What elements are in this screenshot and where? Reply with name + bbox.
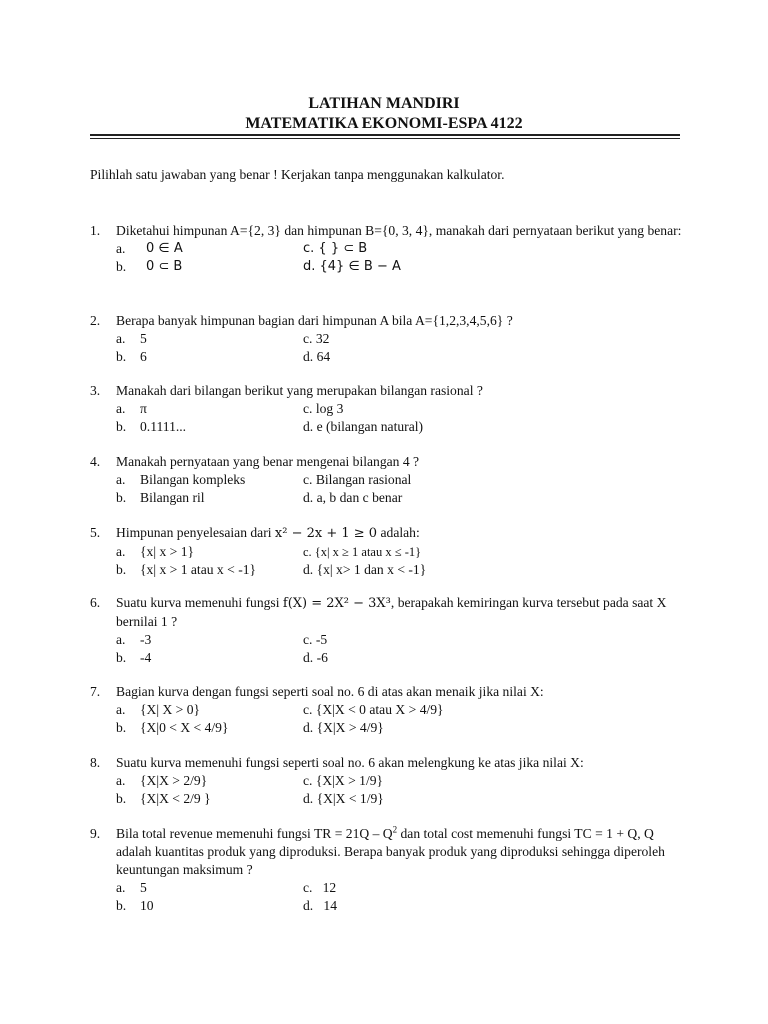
option-a: 5	[140, 331, 147, 346]
option-c: c. {X|X < 0 atau X > 4/9}	[303, 702, 444, 717]
question-text: Manakah pernyataan yang benar mengenai bilangan 4 ?	[116, 454, 420, 469]
question-text	[116, 825, 685, 879]
option-c: c. { } ⊂ B	[303, 241, 368, 256]
question-text-a: Bila total revenue memenuhi fungsi TR = 21Q – Q	[116, 826, 393, 841]
document-title-line1: LATIHAN MANDIRI	[308, 95, 460, 112]
question-number: 9.	[90, 826, 101, 841]
option-c: c. -5	[303, 632, 328, 647]
question-text-post: adalah:	[377, 525, 420, 540]
option-c: c. 32	[303, 331, 330, 346]
option-b: 10	[140, 898, 154, 913]
question-text: Bagian kurva dengan fungsi seperti soal no. 6 di atas akan menaik jika nilai X:	[116, 684, 544, 699]
options	[116, 701, 685, 737]
options	[116, 330, 685, 366]
option-label-a: a.	[116, 331, 126, 346]
options	[116, 471, 685, 507]
option-label-a: a.	[116, 401, 126, 416]
option-b: {x| x > 1 atau x < -1}	[140, 562, 257, 577]
question-number: 6.	[90, 595, 101, 610]
inequality-expression: x² − 2x + 1 ≥ 0	[274, 526, 378, 541]
option-b: {X|0 < X < 4/9}	[140, 720, 229, 735]
option-a: 5	[140, 880, 147, 895]
question-text	[116, 594, 685, 631]
option-label-a: a.	[116, 241, 126, 256]
option-d: d. -6	[303, 650, 328, 665]
option-a: Bilangan kompleks	[140, 472, 246, 487]
option-d: d. {X|X > 4/9}	[303, 720, 384, 735]
option-label-b: b.	[116, 419, 127, 434]
options	[116, 543, 685, 579]
question-text: Berapa banyak himpunan bagian dari himpunan A bila A={1,2,3,4,5,6} ?	[116, 313, 513, 328]
option-b: {X|X < 2/9 }	[140, 791, 211, 806]
option-a: {X| X > 0}	[140, 702, 201, 717]
question-2	[90, 312, 685, 366]
options	[116, 879, 685, 915]
option-label-b: b.	[116, 898, 127, 913]
option-d: d. {x| x> 1 dan x < -1}	[303, 562, 427, 577]
option-c: c. {X|X > 1/9}	[303, 773, 384, 788]
option-d: d. e (bilangan natural)	[303, 419, 424, 434]
question-text-b: dan total cost memenuhi fungsi TC = 1 + Q, Q adalah kuantitas produk yang diproduksi. Berapa banyak produk yang diproduksi sehingga diperoleh keuntungan maksimum ?	[116, 826, 665, 877]
question-text	[116, 524, 685, 543]
option-a: -3	[140, 632, 152, 647]
instruction-text: Pilihlah satu jawaban yang benar ! Kerjakan tanpa menggunakan kalkulator.	[90, 167, 505, 182]
option-b: -4	[140, 650, 152, 665]
option-b: 0 ⊂ B	[146, 259, 183, 274]
question-4	[90, 453, 685, 507]
question-7	[90, 683, 685, 737]
question-6	[90, 594, 685, 667]
question-text-post: , berapakah kemiringan kurva tersebut pada saat X bernilai 1 ?	[116, 595, 667, 629]
question-text-pre: Suatu kurva memenuhi fungsi	[116, 595, 283, 610]
option-label-b: b.	[116, 349, 127, 364]
option-label-a: a.	[116, 880, 126, 895]
question-number: 4.	[90, 454, 101, 469]
options	[116, 772, 685, 808]
option-c: c. 12	[303, 880, 337, 895]
function-expression: f(X) = 2X² − 3X³	[282, 596, 391, 611]
options	[116, 400, 685, 436]
option-a: {X|X > 2/9}	[140, 773, 208, 788]
option-label-b: b.	[116, 490, 127, 505]
option-label-a: a.	[116, 773, 126, 788]
question-number: 1.	[90, 223, 101, 238]
question-number: 2.	[90, 313, 101, 328]
option-label-a: a.	[116, 544, 126, 559]
document-title-line2: MATEMATIKA EKONOMI-ESPA 4122	[245, 115, 523, 132]
question-number: 3.	[90, 383, 101, 398]
header-rule-thick	[90, 134, 680, 136]
question-8	[90, 754, 685, 808]
option-a: {x| x > 1}	[140, 544, 195, 559]
question-1	[90, 222, 685, 276]
superscript: 2	[392, 824, 398, 835]
option-b: 6	[140, 349, 147, 364]
option-d: d. 64	[303, 349, 331, 364]
header-rule-thin	[90, 138, 680, 139]
option-a: π	[140, 401, 147, 416]
options	[116, 240, 685, 276]
option-label-b: b.	[116, 650, 127, 665]
option-label-a: a.	[116, 472, 126, 487]
question-number: 8.	[90, 755, 101, 770]
option-a: 0 ∈ A	[146, 241, 183, 256]
question-number: 5.	[90, 525, 101, 540]
question-text-pre: Himpunan penyelesaian dari	[116, 525, 275, 540]
option-d: d. {4} ∈ B − A	[303, 259, 401, 274]
question-number: 7.	[90, 684, 101, 699]
question-text: Manakah dari bilangan berikut yang merupakan bilangan rasional ?	[116, 383, 483, 398]
option-d: d. {X|X < 1/9}	[303, 791, 384, 806]
option-label-b: b.	[116, 259, 127, 274]
question-text: Diketahui himpunan A={2, 3} dan himpunan B={0, 3, 4}, manakah dari pernyataan berikut yang benar:	[116, 223, 682, 238]
option-d: d. 14	[303, 898, 337, 913]
option-d: d. a, b dan c benar	[303, 490, 403, 505]
option-b: Bilangan ril	[140, 490, 205, 505]
option-label-b: b.	[116, 720, 127, 735]
options	[116, 631, 685, 667]
option-label-b: b.	[116, 562, 127, 577]
option-label-a: a.	[116, 632, 126, 647]
question-3	[90, 382, 685, 436]
option-label-b: b.	[116, 791, 127, 806]
question-5	[90, 524, 685, 579]
question-text: Suatu kurva memenuhi fungsi seperti soal no. 6 akan melengkung ke atas jika nilai X:	[116, 755, 584, 770]
option-c: c. Bilangan rasional	[303, 472, 412, 487]
option-b: 0.1111...	[140, 419, 187, 434]
option-c: c. log 3	[303, 401, 344, 416]
option-c: c. {x| x ≥ 1 atau x ≤ -1}	[303, 545, 422, 559]
question-9	[90, 825, 685, 915]
option-label-a: a.	[116, 702, 126, 717]
